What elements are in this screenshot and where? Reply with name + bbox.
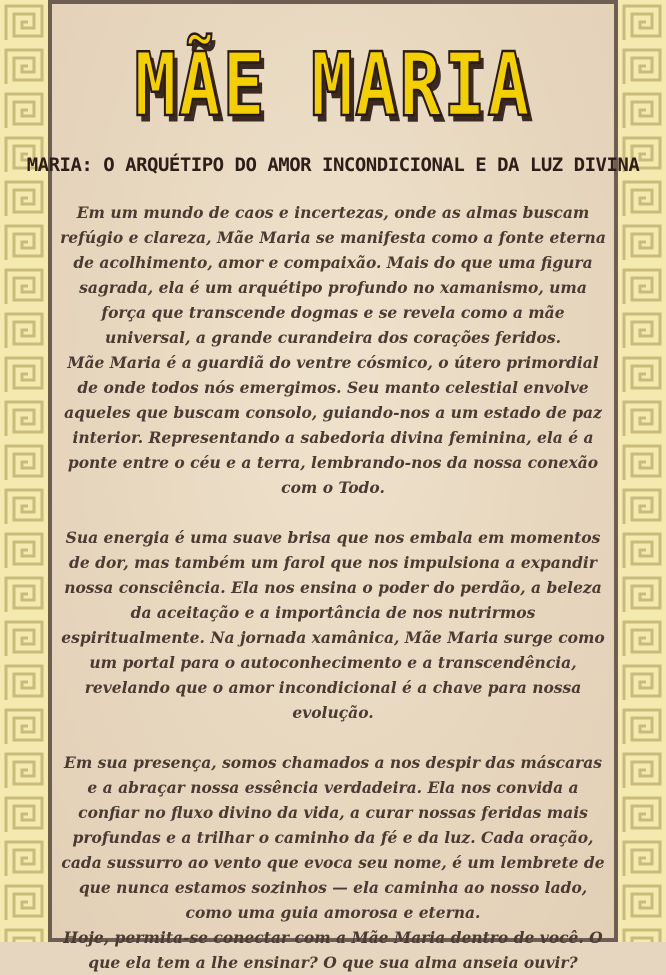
body-text	[60, 200, 606, 975]
greek-key-border-right	[618, 0, 666, 942]
paragraph: Mãe Maria é a guardiã do ventre cósmico, o útero primordial de onde todos nós emergimos. Seu manto celestial envolve aqueles que buscam consolo, guiando-nos a um estado de paz interior. Representando a sabedoria divina feminina, ela é a ponte entre o céu e a terra, lembrando-nos da nossa conexão com o Todo.	[64, 353, 602, 497]
paragraph: Em sua presença, somos chamados a nos despir das máscaras e a abraçar nossa essência verdadeira. Ela nos convida a confiar no fluxo divino da vida, a curar nossas feridas mais profundas e a trilhar o caminho da fé e da luz. Cada oração, cada sussurro ao vento que evoca seu nome, é um lembrete de que nunca estamos sozinhos — ela caminha ao nosso lado, como uma guia amorosa e eterna.	[61, 753, 605, 922]
paragraph: Em um mundo de caos e incertezas, onde as almas buscam refúgio e clareza, Mãe Maria se manifesta como a fonte eterna de acolhimento, amor e compaixão. Mais do que uma figura sagrada, ela é um arquétipo profundo no xamanismo, uma força que transcende dogmas e se revela como a mãe universal, a grande curandeira dos corações feridos.	[60, 203, 606, 347]
paragraph: Sua energia é uma suave brisa que nos embala em momentos de dor, mas também um farol que nos impulsiona a expandir nossa consciência. Ela nos ensina o poder do perdão, a beleza da aceitação e a importância de nos nutrirmos espiritualmente. Na jornada xamânica, Mãe Maria surge como um portal para o autoconhecimento e a transcendência, revelando que o amor incondicional é a chave para nossa evolução.	[61, 528, 605, 722]
greek-key-border-left	[0, 0, 48, 942]
page-title: MÃE MARIA	[134, 33, 532, 137]
paragraph: Hoje, permita-se conectar com a Mãe Maria dentro de você. O que ela tem a lhe ensinar? O que sua alma anseia ouvir?	[63, 928, 603, 972]
subtitle: MARIA: O ARQUÉTIPO DO AMOR INCONDICIONAL E DA LUZ DIVINA	[26, 154, 640, 176]
